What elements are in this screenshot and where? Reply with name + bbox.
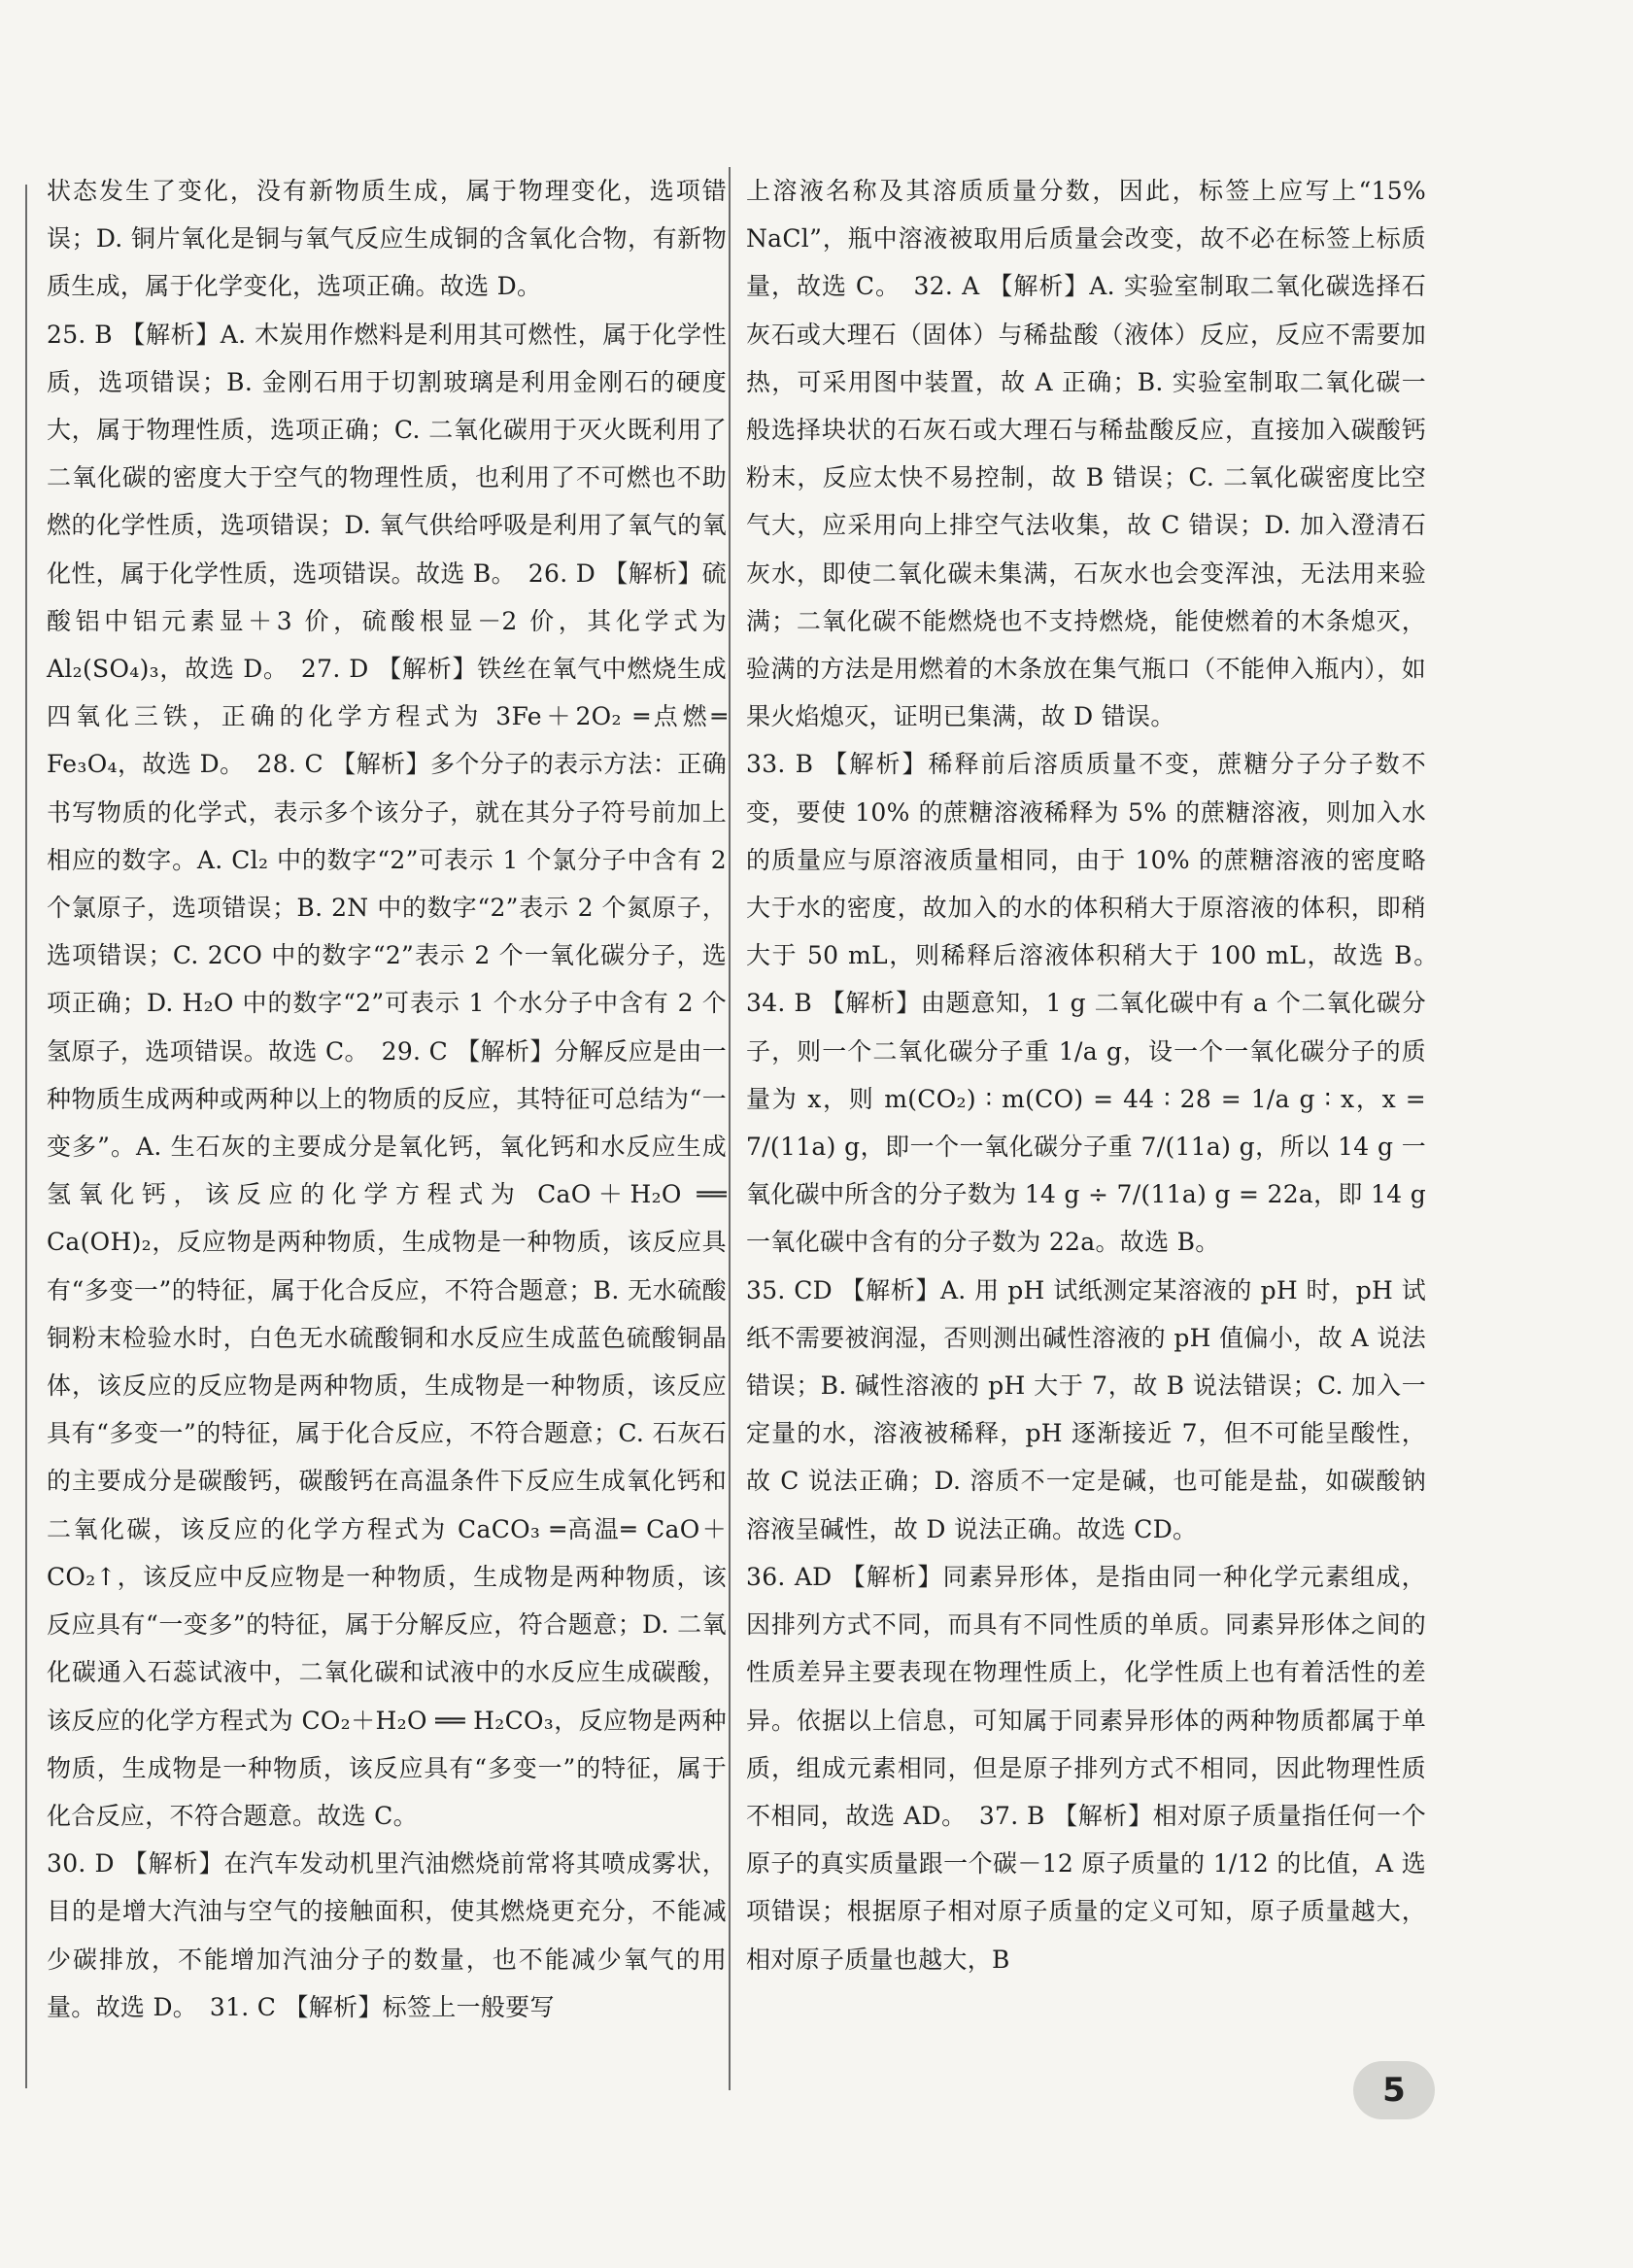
left-margin-rule	[25, 185, 27, 2088]
column-divider	[729, 167, 731, 2090]
paragraph: 25. B 【解析】A. 木炭用作燃料是利用其可燃性，属于化学性质，选项错误；B. 金刚石用于切割玻璃是利用金刚石的硬度大，属于物理性质，选项正确；C. 二氧化碳用于灭火既利用了二氧化碳的密度大于空气的物理性质，也利用了不可燃也不助燃的化学性质，选项错误；D. 氧气供给呼吸是利用了氧气的氧化性，属于化学性质，选项错误。故选 B。 26. D 【解析】硫酸铝中铝元素显＋3 价，硫酸根显－2 价，其化学式为 Al₂(SO₄)₃，故选 D。 27. D 【解析】铁丝在氧气中燃烧生成四氧化三铁，正确的化学方程式为 3Fe＋2O₂ ═点燃═ Fe₃O₄，故选 D。 28. C 【解析】多个分子的表示方法：正确书写物质的化学式，表示多个该分子，就在其分子符号前加上相应的数字。A. Cl₂ 中的数字“2”可表示 1 个氯分子中含有 2 个氯原子，选项错误；B. 2N 中的数字“2”表示 2 个氮原子，选项错误；C. 2CO 中的数字“2”表示 2 个一氧化碳分子，选项正确；D. H₂O 中的数字“2”可表示 1 个水分子中含有 2 个氢原子，选项错误。故选 C。 29. C 【解析】分解反应是由一种物质生成两种或两种以上的物质的反应，其特征可总结为“一变多”。A. 生石灰的主要成分是氧化钙，氧化钙和水反应生成氢氧化钙，该反应的化学方程式为 CaO＋H₂O ══ Ca(OH)₂，反应物是两种物质，生成物是一种物质，该反应具有“多变一”的特征，属于化合反应，不符合题意；B. 无水硫酸铜粉末检验水时，白色无水硫酸铜和水反应生成蓝色硫酸铜晶体，该反应的反应物是两种物质，生成物是一种物质，该反应具有“多变一”的特征，属于化合反应，不符合题意；C. 石灰石的主要成分是碳酸钙，碳酸钙在高温条件下反应生成氧化钙和二氧化碳，该反应的化学方程式为 CaCO₃ ═高温═ CaO＋CO₂↑，该反应中反应物是一种物质，生成物是两种物质，该反应具有“一变多”的特征，属于分解反应，符合题意；D. 二氧化碳通入石蕊试液中，二氧化碳和试液中的水反应生成碳酸，该反应的化学方程式为 CO₂＋H₂O ══ H₂CO₃，反应物是两种物质，生成物是一种物质，该反应具有“多变一”的特征，属于化合反应，不符合题意。故选 C。	[47, 320, 727, 1830]
right-column	[746, 167, 1451, 1983]
paragraph: 30. D 【解析】在汽车发动机里汽油燃烧前常将其喷成雾状，目的是增大汽油与空气的接触面积，使其燃烧更充分，不能减少碳排放，不能增加汽油分子的数量，也不能减少氧气的用量。故选 D。 31. C 【解析】标签上一般要写	[47, 1849, 727, 2021]
paragraph: 上溶液名称及其溶质质量分数，因此，标签上应写上“15% NaCl”，瓶中溶液被取用后质量会改变，故不必在标签上标质量，故选 C。 32. A 【解析】A. 实验室制取二氧化碳选择石灰石或大理石（固体）与稀盐酸（液体）反应，反应不需要加热，可采用图中装置，故 A 正确；B. 实验室制取二氧化碳一般选择块状的石灰石或大理石与稀盐酸反应，直接加入碳酸钙粉末，反应太快不易控制，故 B 错误；C. 二氧化碳密度比空气大，应采用向上排空气法收集，故 C 错误；D. 加入澄清石灰水，即使二氧化碳未集满，石灰水也会变浑浊，无法用来验满；二氧化碳不能燃烧也不支持燃烧，能使燃着的木条熄灭，验满的方法是用燃着的木条放在集气瓶口（不能伸入瓶内），如果火焰熄灭，证明已集满，故 D 错误。	[746, 177, 1426, 731]
page-number: 5	[1353, 2061, 1435, 2119]
left-column	[47, 167, 727, 2031]
paragraph: 35. CD 【解析】A. 用 pH 试纸测定某溶液的 pH 时，pH 试纸不需要被润湿，否则测出碱性溶液的 pH 值偏小，故 A 说法错误；B. 碱性溶液的 pH 大于 7，故 B 说法错误；C. 加入一定量的水，溶液被稀释，pH 逐渐接近 7，但不可能呈酸性，故 C 说法正确；D. 溶质不一定是碱，也可能是盐，如碳酸钠溶液呈碱性，故 D 说法正确。故选 CD。	[746, 1275, 1426, 1543]
paragraph: 状态发生了变化，没有新物质生成，属于物理变化，选项错误；D. 铜片氧化是铜与氧气反应生成铜的含氧化合物，有新物质生成，属于化学变化，选项正确。故选 D。	[47, 177, 727, 301]
paragraph: 33. B 【解析】稀释前后溶质质量不变，蔗糖分子分子数不变，要使 10% 的蔗糖溶液稀释为 5% 的蔗糖溶液，则加入水的质量应与原溶液质量相同，由于 10% 的蔗糖溶液的密度略大于水的密度，故加入的水的体积稍大于原溶液的体积，即稍大于 50 mL，则稀释后溶液体积稍大于 100 mL，故选 B。 34. B 【解析】由题意知，1 g 二氧化碳中有 a 个二氧化碳分子，则一个二氧化碳分子重 1/a g，设一个一氧化碳分子的质量为 x，则 m(CO₂) ∶ m(CO) = 44 ∶ 28 = 1/a g ∶ x，x = 7/(11a) g，即一个一氧化碳分子重 7/(11a) g，所以 14 g 一氧化碳中所含的分子数为 14 g ÷ 7/(11a) g = 22a，即 14 g 一氧化碳中含有的分子数为 22a。故选 B。	[746, 750, 1451, 1257]
paragraph: 36. AD 【解析】同素异形体，是指由同一种化学元素组成，因排列方式不同，而具有不同性质的单质。同素异形体之间的性质差异主要表现在物理性质上，化学性质上也有着活性的差异。依据以上信息，可知属于同素异形体的两种物质都属于单质，组成元素相同，但是原子排列方式不相同，因此物理性质不相同，故选 AD。 37. B 【解析】相对原子质量指任何一个原子的真实质量跟一个碳－12 原子质量的 1/12 的比值，A 选项错误；根据原子相对原子质量的定义可知，原子质量越大，相对原子质量也越大，B	[746, 1562, 1426, 1974]
